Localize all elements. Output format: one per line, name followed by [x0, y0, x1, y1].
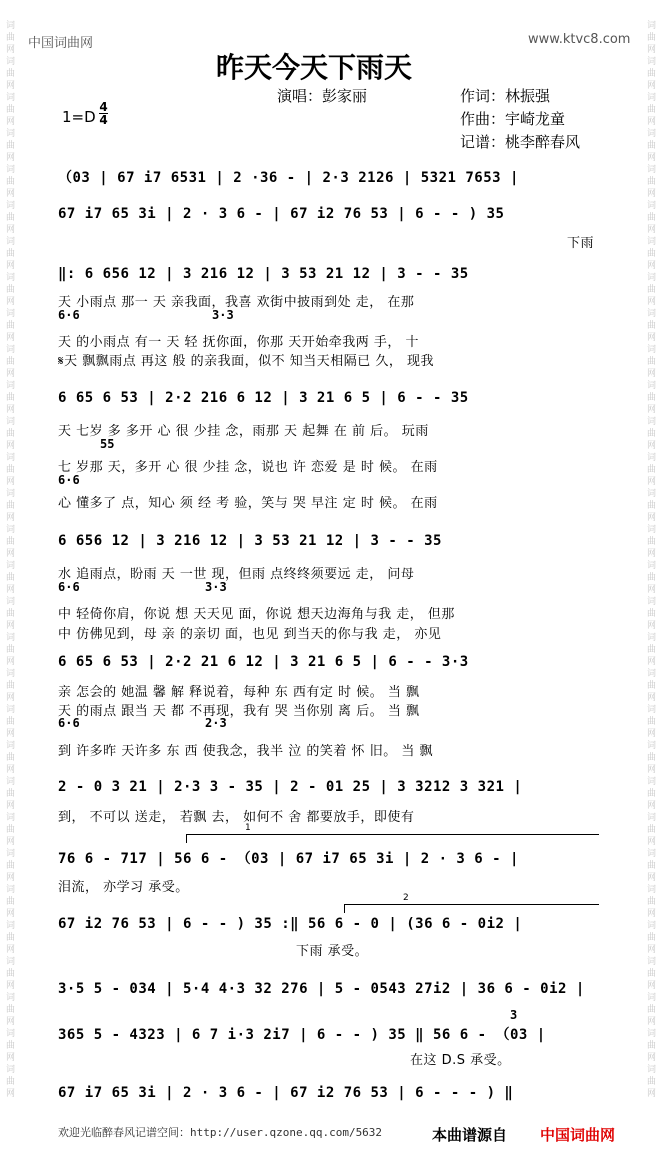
score-row-6: 6 65 6 53 | 2·2 21 6 12 | 3 21 6 5 | 6 - - 3·3: [58, 654, 469, 670]
lyric-row-9-1: 下雨 承受。: [296, 944, 369, 959]
site-url: www.ktvc8.com: [528, 32, 631, 47]
lyric-row-5-2: 中 轻倚你肩，你说 想 天天见 面，你说 想天边海角与我 走， 但那: [58, 607, 455, 622]
sub-note-row-3-a: 6·6: [58, 308, 80, 322]
sub-note-row-4-a: 55: [100, 437, 115, 451]
lyric-row-6-1: 亲 怎会的 她温 馨 解 释说着，每种 东 西有定 时 候。 当 飘: [58, 685, 420, 700]
footer-source-site: 中国词曲网: [540, 1126, 616, 1144]
volta-label-1: 1: [245, 823, 251, 833]
volta-bracket-2: [344, 893, 599, 913]
lyric-row-2: 下雨: [567, 236, 595, 251]
sub-note-row-6-a: 6·6: [58, 716, 80, 730]
lyric-row-3-2: 天 的小雨点 有一 天 轻 抚你面，你那 天开始牵我两 手， 十: [58, 335, 420, 350]
score-row-8: 76 6 - 717 | 56 6 - （03 | 67 i7 65 3i | 2 · 3 6 - |: [58, 851, 519, 867]
lyric-row-11-1: 在这 D.S 承受。: [410, 1053, 511, 1068]
sub-note-row-5-b: 3·3: [205, 580, 227, 594]
sub-note-row-5-a: 6·6: [58, 580, 80, 594]
lyric-row-4-2: 七 岁那 天，多开 心 很 少挂 念，说也 许 恋爱 是 时 候。 在雨: [58, 460, 438, 475]
singer: 演唱：彭家丽: [277, 87, 368, 105]
lyric-row-3-1: 天 小雨点 那一 天 亲我面，我喜 欢街中披雨到处 走， 在那: [58, 295, 415, 310]
lyric-row-4-3: 心 懂多了 点，知心 须 经 考 验，笑与 哭 早注 定 时 候。 在雨: [58, 496, 438, 511]
transcriber: 记谱：桃李醉春风: [460, 133, 581, 151]
lyric-row-6-3: 到 许多昨 天许多 东 西 使我念，我半 泣 的笑着 怀 旧。 当 飘: [58, 744, 433, 759]
sub-note-row-11: 3: [510, 1008, 518, 1022]
score-row-2: 67 i7 65 3i | 2 · 3 6 - | 67 i2 76 53 | 6 - - ) 35: [58, 206, 505, 222]
score-row-3: ‖: 6 656 12 | 3 216 12 | 3 53 21 12 | 3 - - 35: [58, 266, 469, 282]
footer-welcome: 欢迎光临醉春风记谱空间：http://user.qzone.qq.com/5632: [58, 1126, 383, 1139]
sub-note-row-4-b: 6·6: [58, 473, 80, 487]
watermark-right: 词曲网词曲网词曲网词曲网词曲网词曲网词曲网词曲网词曲网词曲网词曲网词曲网词曲网词曲网词曲网词曲网词曲网词曲网词曲网词曲网词曲网词曲网词曲网词曲网词曲网词曲网词曲网词曲网词曲网词曲网: [647, 21, 657, 1099]
song-title: 昨天今天下雨天: [216, 51, 413, 84]
score-row-1: （03 | 67 i7 6531 | 2 ·36 - | 2·3 2126 | 5321 7653 |: [58, 170, 519, 186]
lyric-row-4-1: 天 七岁 多 多开 心 很 少挂 念，雨那 天 起舞 在 前 后。 玩雨: [58, 424, 429, 439]
lyricist: 作词：林振强: [460, 87, 551, 105]
score-row-12: 67 i7 65 3i | 2 · 3 6 - | 67 i2 76 53 | 6 - - - ) ‖: [58, 1085, 514, 1101]
time-bottom: 4: [99, 113, 108, 127]
volta-bracket-1: [186, 823, 599, 843]
score-row-5: 6 656 12 | 3 216 12 | 3 53 21 12 | 3 - - 35: [58, 533, 442, 549]
volta-label-2: 2: [403, 893, 409, 903]
score-row-4: 6 65 6 53 | 2·2 216 6 12 | 3 21 6 5 | 6 - - 35: [58, 390, 469, 406]
score-row-11: 365 5 - 4323 | 6 7 i·3 2i7 | 6 - - ) 35 ‖ 56 6 - （03 |: [58, 1027, 546, 1043]
key-signature: 1=D: [62, 108, 96, 126]
score-row-9: 67 i2 76 53 | 6 - - ) 35 :‖ 56 6 - 0 | (36 6 - 0i2 |: [58, 916, 523, 932]
time-top: 4: [99, 100, 108, 114]
watermark-left: 词曲网词曲网词曲网词曲网词曲网词曲网词曲网词曲网词曲网词曲网词曲网词曲网词曲网词曲网词曲网词曲网词曲网词曲网词曲网词曲网词曲网词曲网词曲网词曲网词曲网词曲网词曲网词曲网词曲网词曲网: [6, 21, 16, 1099]
score-row-10: 3·5 5 - 034 | 5·4 4·3 32 276 | 5 - 0543 27i2 | 36 6 - 0i2 |: [58, 981, 585, 997]
lyric-row-7-1: 到， 不可以 送走， 若飘 去， 如何不 舍 都要放手，即使有: [58, 810, 415, 825]
lyric-row-6-2: 天 的雨点 跟当 天 都 不再现，我有 哭 当你别 离 后。 当 飘: [58, 704, 420, 719]
sub-note-row-6-b: 2·3: [205, 716, 227, 730]
time-signature: [99, 101, 108, 126]
lyric-row-5-1: 水 追雨点，盼雨 天 一世 现，但雨 点终终须要远 走， 问母: [58, 567, 415, 582]
site-name: 中国词曲网: [28, 36, 94, 51]
composer: 作曲：宇崎龙童: [460, 110, 566, 128]
footer-source-label: 本曲谱源自: [432, 1126, 508, 1144]
sub-note-row-3-b: 3·3: [212, 308, 234, 322]
lyric-row-8-1: 泪流， 亦学习 承受。: [58, 880, 189, 895]
score-row-7: 2 - 0 3 21 | 2·3 3 - 35 | 2 - 01 25 | 3 3212 3 321 |: [58, 779, 523, 795]
lyric-row-5-3: 中 仿佛见到，母 亲 的亲切 面，也见 到当天的你与我 走， 亦见: [58, 627, 442, 642]
lyric-row-3-3: 𝄋天 飘飘雨点 再这 般 的亲我面，似不 知当天相隔已 久， 现我: [58, 354, 435, 369]
